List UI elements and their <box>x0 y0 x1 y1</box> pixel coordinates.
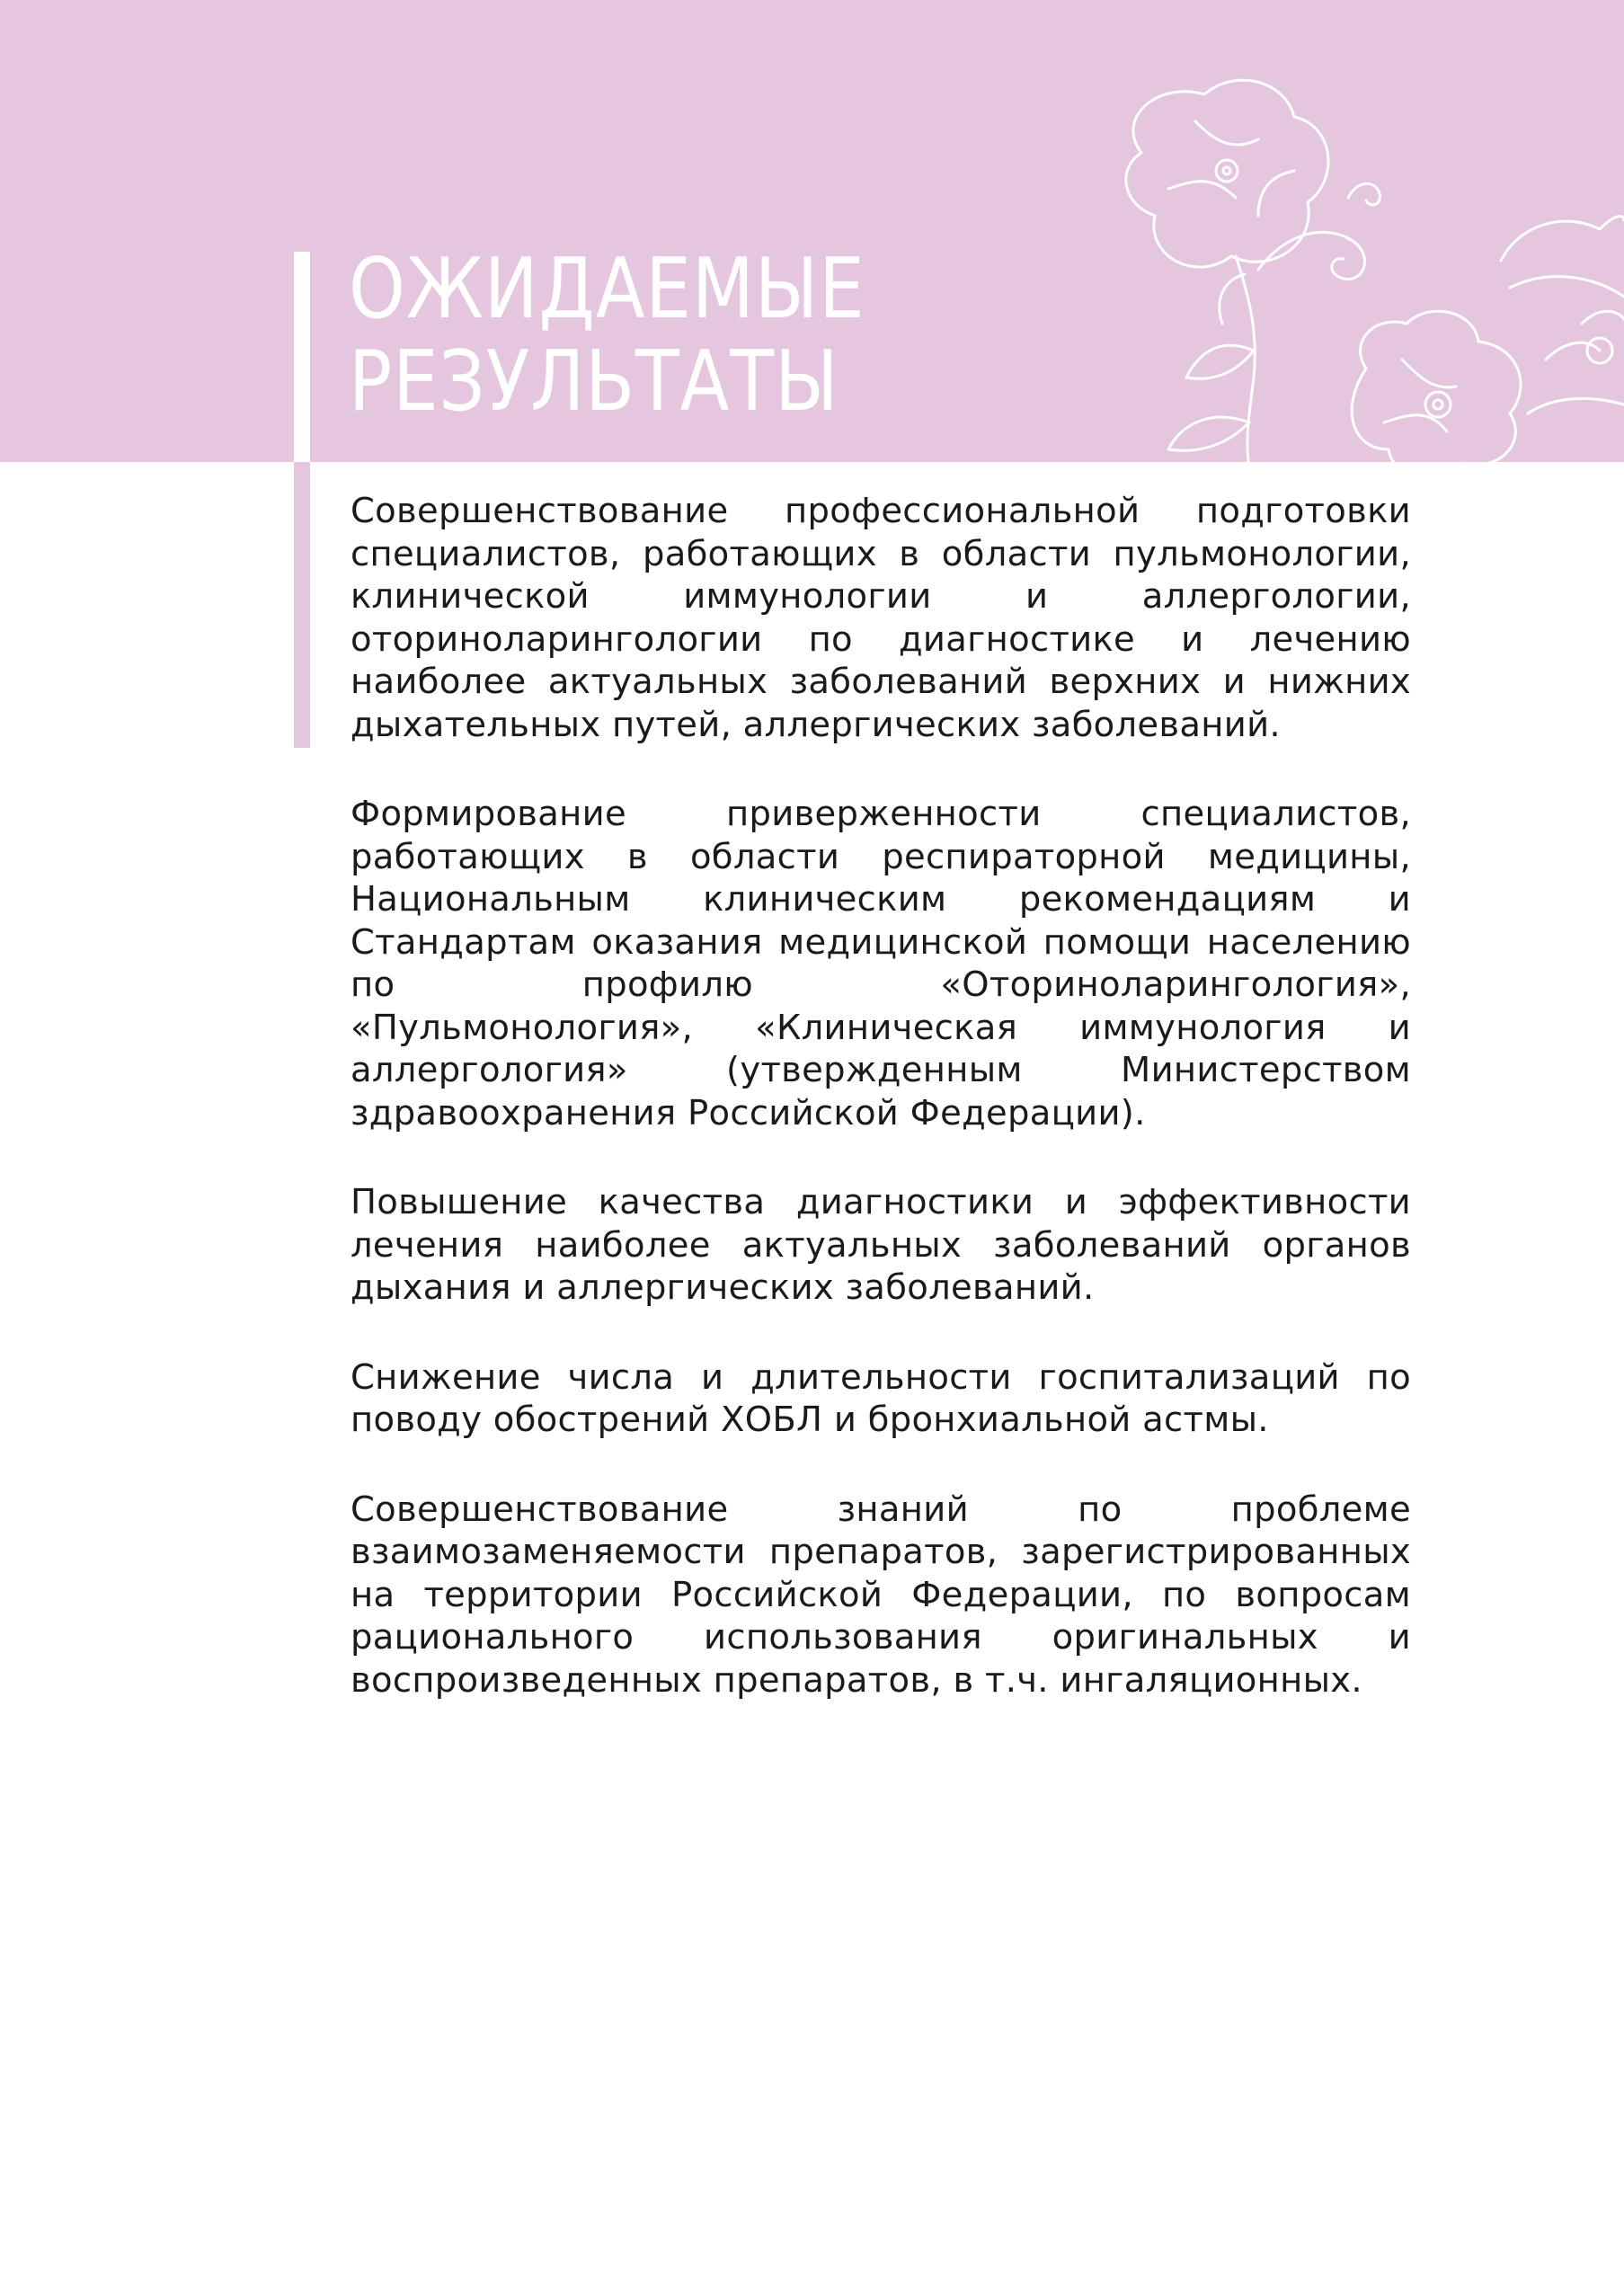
page-title-line-1: ОЖИДАЕМЫЕ <box>349 240 865 337</box>
result-paragraph: Совершенствование знаний по проблеме взаимозаменяемости препаратов, зарегистрированных на территории Российской Федерации, по вопросам рационального использования оригинальных и воспроизведенных препаратов, в т.ч. ингаляционных. <box>351 1489 1411 1701</box>
results-list <box>351 490 1411 1748</box>
result-paragraph: Формирование приверженности специалистов, работающих в области респираторной медицины, Национальным клиническим рекомендациям и Стандартам оказания медицинской помощи населению по профилю «Оториноларингология», «Пульмонология», «Клиническая иммунология и аллергология» (утвержденным Министерством здравоохранения Российской Федерации). <box>351 794 1411 1133</box>
page-title-line-2: РЕЗУЛЬТАТЫ <box>349 333 839 430</box>
result-paragraph: Совершенствование профессиональной подготовки специалистов, работающих в области пульмонологии, клинической иммунологии и аллергологии, оториноларингологии по диагностике и лечению наиболее актуальных заболеваний верхних и нижних дыхательных путей, аллергических заболеваний. <box>351 491 1411 745</box>
flower-illustration <box>1078 54 1624 467</box>
result-paragraph: Снижение числа и длительности госпитализаций по поводу обострений ХОБЛ и бронхиальной астмы. <box>351 1356 1411 1440</box>
page-title <box>349 240 865 430</box>
result-paragraph: Повышение качества диагностики и эффективности лечения наиболее актуальных заболеваний органов дыхания и аллергических заболеваний. <box>351 1182 1411 1308</box>
accent-bar-top <box>294 252 310 462</box>
